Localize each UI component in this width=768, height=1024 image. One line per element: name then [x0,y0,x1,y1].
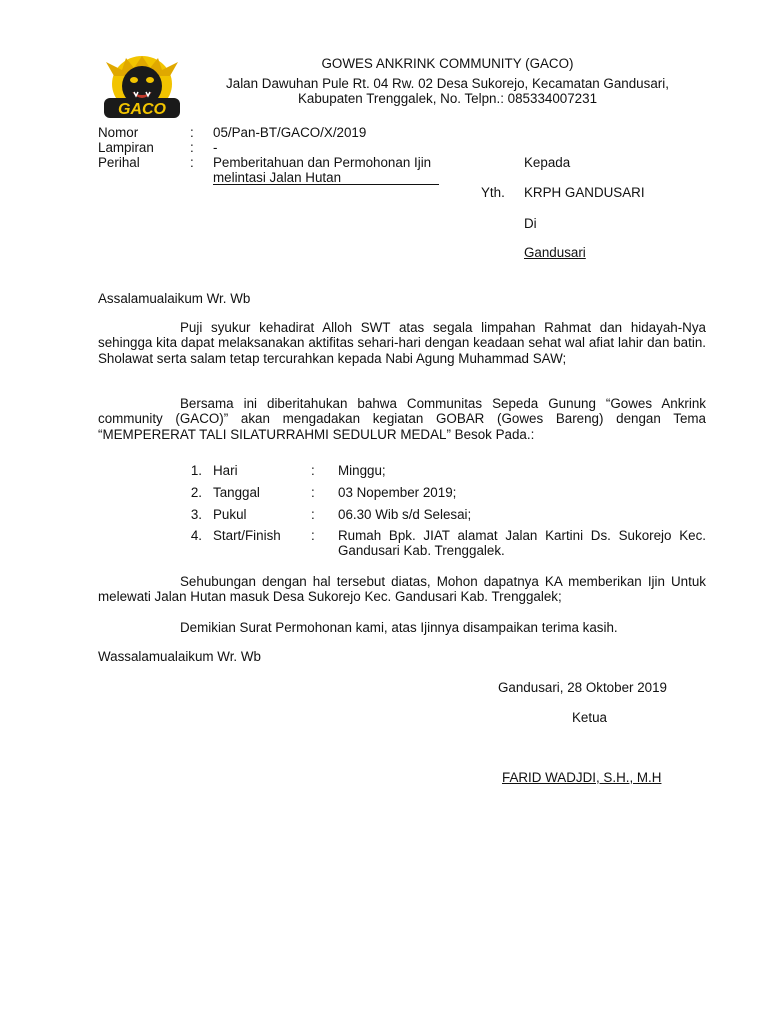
list-item-label: Pukul [213,507,247,522]
perihal-value-line2: melintasi Jalan Hutan [213,170,342,185]
nomor-colon: : [190,125,194,140]
recipient-name: KRPH GANDUSARI [524,185,645,200]
gaco-logo [100,54,184,120]
list-item-value: 06.30 Wib s/d Selesai; [338,507,472,522]
kepada-label: Kepada [524,155,571,170]
paragraph-2: Bersama ini diberitahukan bahwa Communitas Sepeda Gunung “Gowes Ankrink community (GACO)” akan mengadakan kegiatan GOBAR (Gowes Bareng) dengan Tema “MEMPERERAT TALI SILATURRAHMI SEDULUR MEDAL” Besok Pada.: [98,396,706,442]
signatory-name: FARID WADJDI, S.H., M.H [502,770,662,785]
paragraph-1: Puji syukur kehadirat Alloh SWT atas segala limpahan Rahmat dan hidayah-Nya sehingga kita dapat melaksanakan aktifitas sehari-hari dengan keadaan sehat wal afiat lahir dan batin. Sholawat serta salam tetap tercurahkan kepada Nabi Agung Muhammad SAW; [98,320,706,366]
nomor-value: 05/Pan-BT/GACO/X/2019 [213,125,367,140]
di-label: Di [524,216,537,231]
greeting: Assalamualaikum Wr. Wb [98,291,251,306]
list-item-colon: : [311,463,315,478]
list-item-label: Start/Finish [213,528,281,543]
perihal-value-line1: Pemberitahuan dan Permohonan Ijin [213,155,432,170]
list-item-num: 2. [190,485,202,500]
list-item-num: 3. [190,507,202,522]
list-item-colon: : [311,485,315,500]
list-item-value: 03 Nopember 2019; [338,485,457,500]
place-date: Gandusari, 28 Oktober 2019 [498,680,667,695]
lampiran-colon: : [190,140,194,155]
closing: Wassalamualaikum Wr. Wb [98,649,261,664]
address-line-1: Jalan Dawuhan Pule Rt. 04 Rw. 02 Desa Sukorejo, Kecamatan Gandusari, [226,76,669,91]
list-item-value: Rumah Bpk. JIAT alamat Jalan Kartini Ds. Sukorejo Kec. Gandusari Kab. Trenggalek. [338,528,706,559]
list-item-colon: : [311,528,315,543]
lampiran-value: - [213,140,218,155]
address-line-2: Kabupaten Trenggalek, No. Telpn.: 085334007231 [297,91,598,106]
list-item-num: 1. [190,463,202,478]
nomor-label: Nomor [98,125,139,140]
list-item-value: Minggu; [338,463,386,478]
logo-text: GACO [118,101,166,118]
subject-underline [213,184,439,185]
yth-label: Yth. [481,185,505,200]
list-item-label: Tanggal [213,485,260,500]
perihal-colon: : [190,155,194,170]
org-name: GOWES ANKRINK COMMUNITY (GACO) [321,56,574,71]
list-item-label: Hari [213,463,238,478]
signature-title: Ketua [572,710,607,725]
recipient-place: Gandusari [524,245,586,260]
paragraph-3: Sehubungan dengan hal tersebut diatas, Mohon dapatnya KA memberikan Ijin Untuk melewati Jalan Hutan masuk Desa Sukorejo Kec. Gandusari Kab. Trenggalek; [98,574,706,605]
paragraph-4: Demikian Surat Permohonan kami, atas Ijinnya disampaikan terima kasih. [180,620,618,635]
perihal-label: Perihal [98,155,140,170]
list-item-num: 4. [190,528,202,543]
lampiran-label: Lampiran [98,140,154,155]
list-item-colon: : [311,507,315,522]
